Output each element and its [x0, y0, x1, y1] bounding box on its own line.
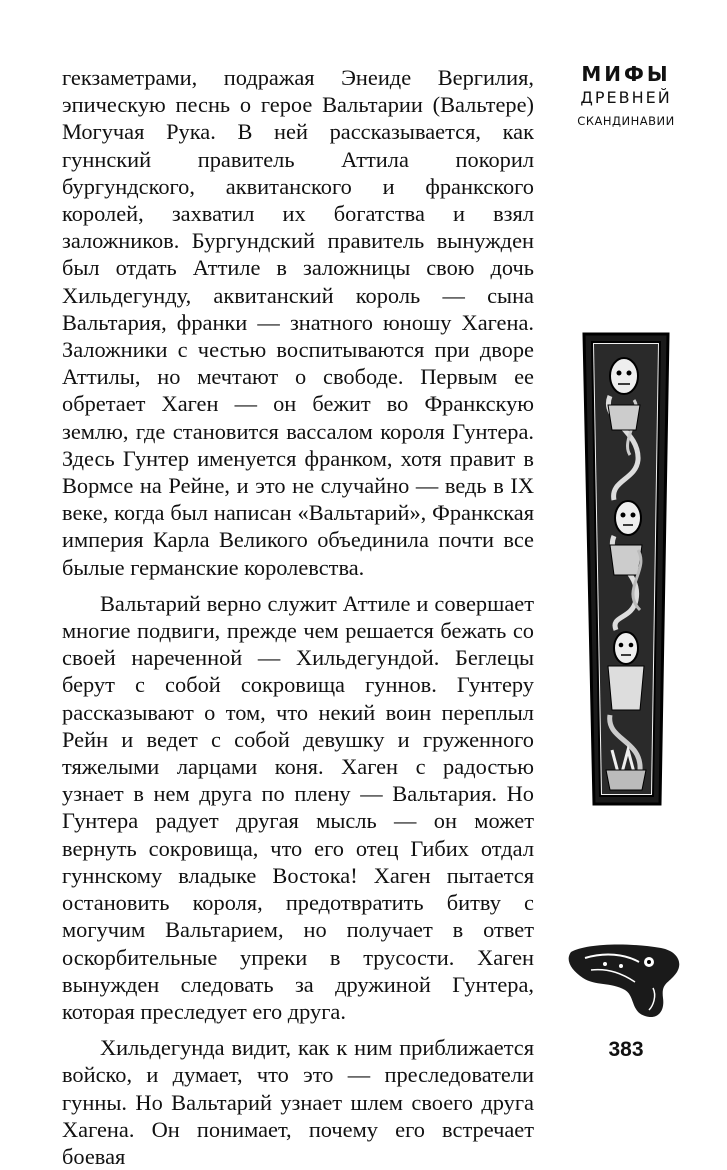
page-number: 383: [608, 1038, 644, 1061]
header-title: МИФЫ: [581, 62, 671, 86]
main-text: [62, 64, 534, 1170]
running-header: [566, 62, 686, 132]
header-subtitle: ДРЕВНЕЙ: [580, 88, 672, 107]
beast-ornament-icon: [565, 942, 685, 1022]
header-region: СКАНДИНАВИИ: [577, 114, 675, 128]
paragraph-1: гекзаметрами, подражая Энеиде Вергилия, эпическую песнь о герое Вальтарии (Вальтере) Могучая Рука. В ней рассказывается, как гуннский правитель Аттила покорил бургундского, аквитанского и франкского королей, захватил их богатства и взял заложников. Бургундский правитель вынужден был отдать Аттиле в заложницы свою дочь Хильдегунду, аквитанский король — сына Вальтария, франки — знатного юношу Хагена. Заложники с честью воспитываются при дворе Аттилы, но мечтают о свободе. Первым ее обретает Хаген — он бежит во Франкскую землю, где становится вассалом короля Гунтера. Здесь Гунтер именуется франком, хотя правит в Вормсе на Рейне, и это не случайно — ведь в IX веке, когда был написан «Вальтарий», Франкская империя Карла Великого объединила почти все былые германские королевства.: [62, 65, 534, 580]
carved-figures-panel-icon: [580, 330, 672, 808]
paragraph-2: Вальтарий верно служит Аттиле и совершает многие подвиги, прежде чем решается бежать со своей нареченной — Хильдегундой. Беглецы берут с собой сокровища гуннов. Гунтеру рассказывают о том, что некий воин переплыл Рейн и ведет с собой девушку и груженного тяжелыми ларцами коня. Хаген с радостью узнает в нем друга по плену — Вальтария. Но Гунтера радует другая мысль — он может вернуть сокровища, что его отец Гибих отдал гуннскому владыке Востока! Хаген пытается остановить короля, предотвратить битву с могучим Вальтарием, но получает в ответ оскорбительные упреки в трусости. Хаген вынужден следовать за дружиной Гунтера, которая преследует его друга.: [62, 590, 534, 1024]
paragraph-3: Хильдегунда видит, как к ним приближается войско, и думает, что это — преследователи гунны. Но Вальтарий узнает шлем своего друга Хагена. Он понимает, почему его встречает боевая: [62, 1035, 534, 1169]
